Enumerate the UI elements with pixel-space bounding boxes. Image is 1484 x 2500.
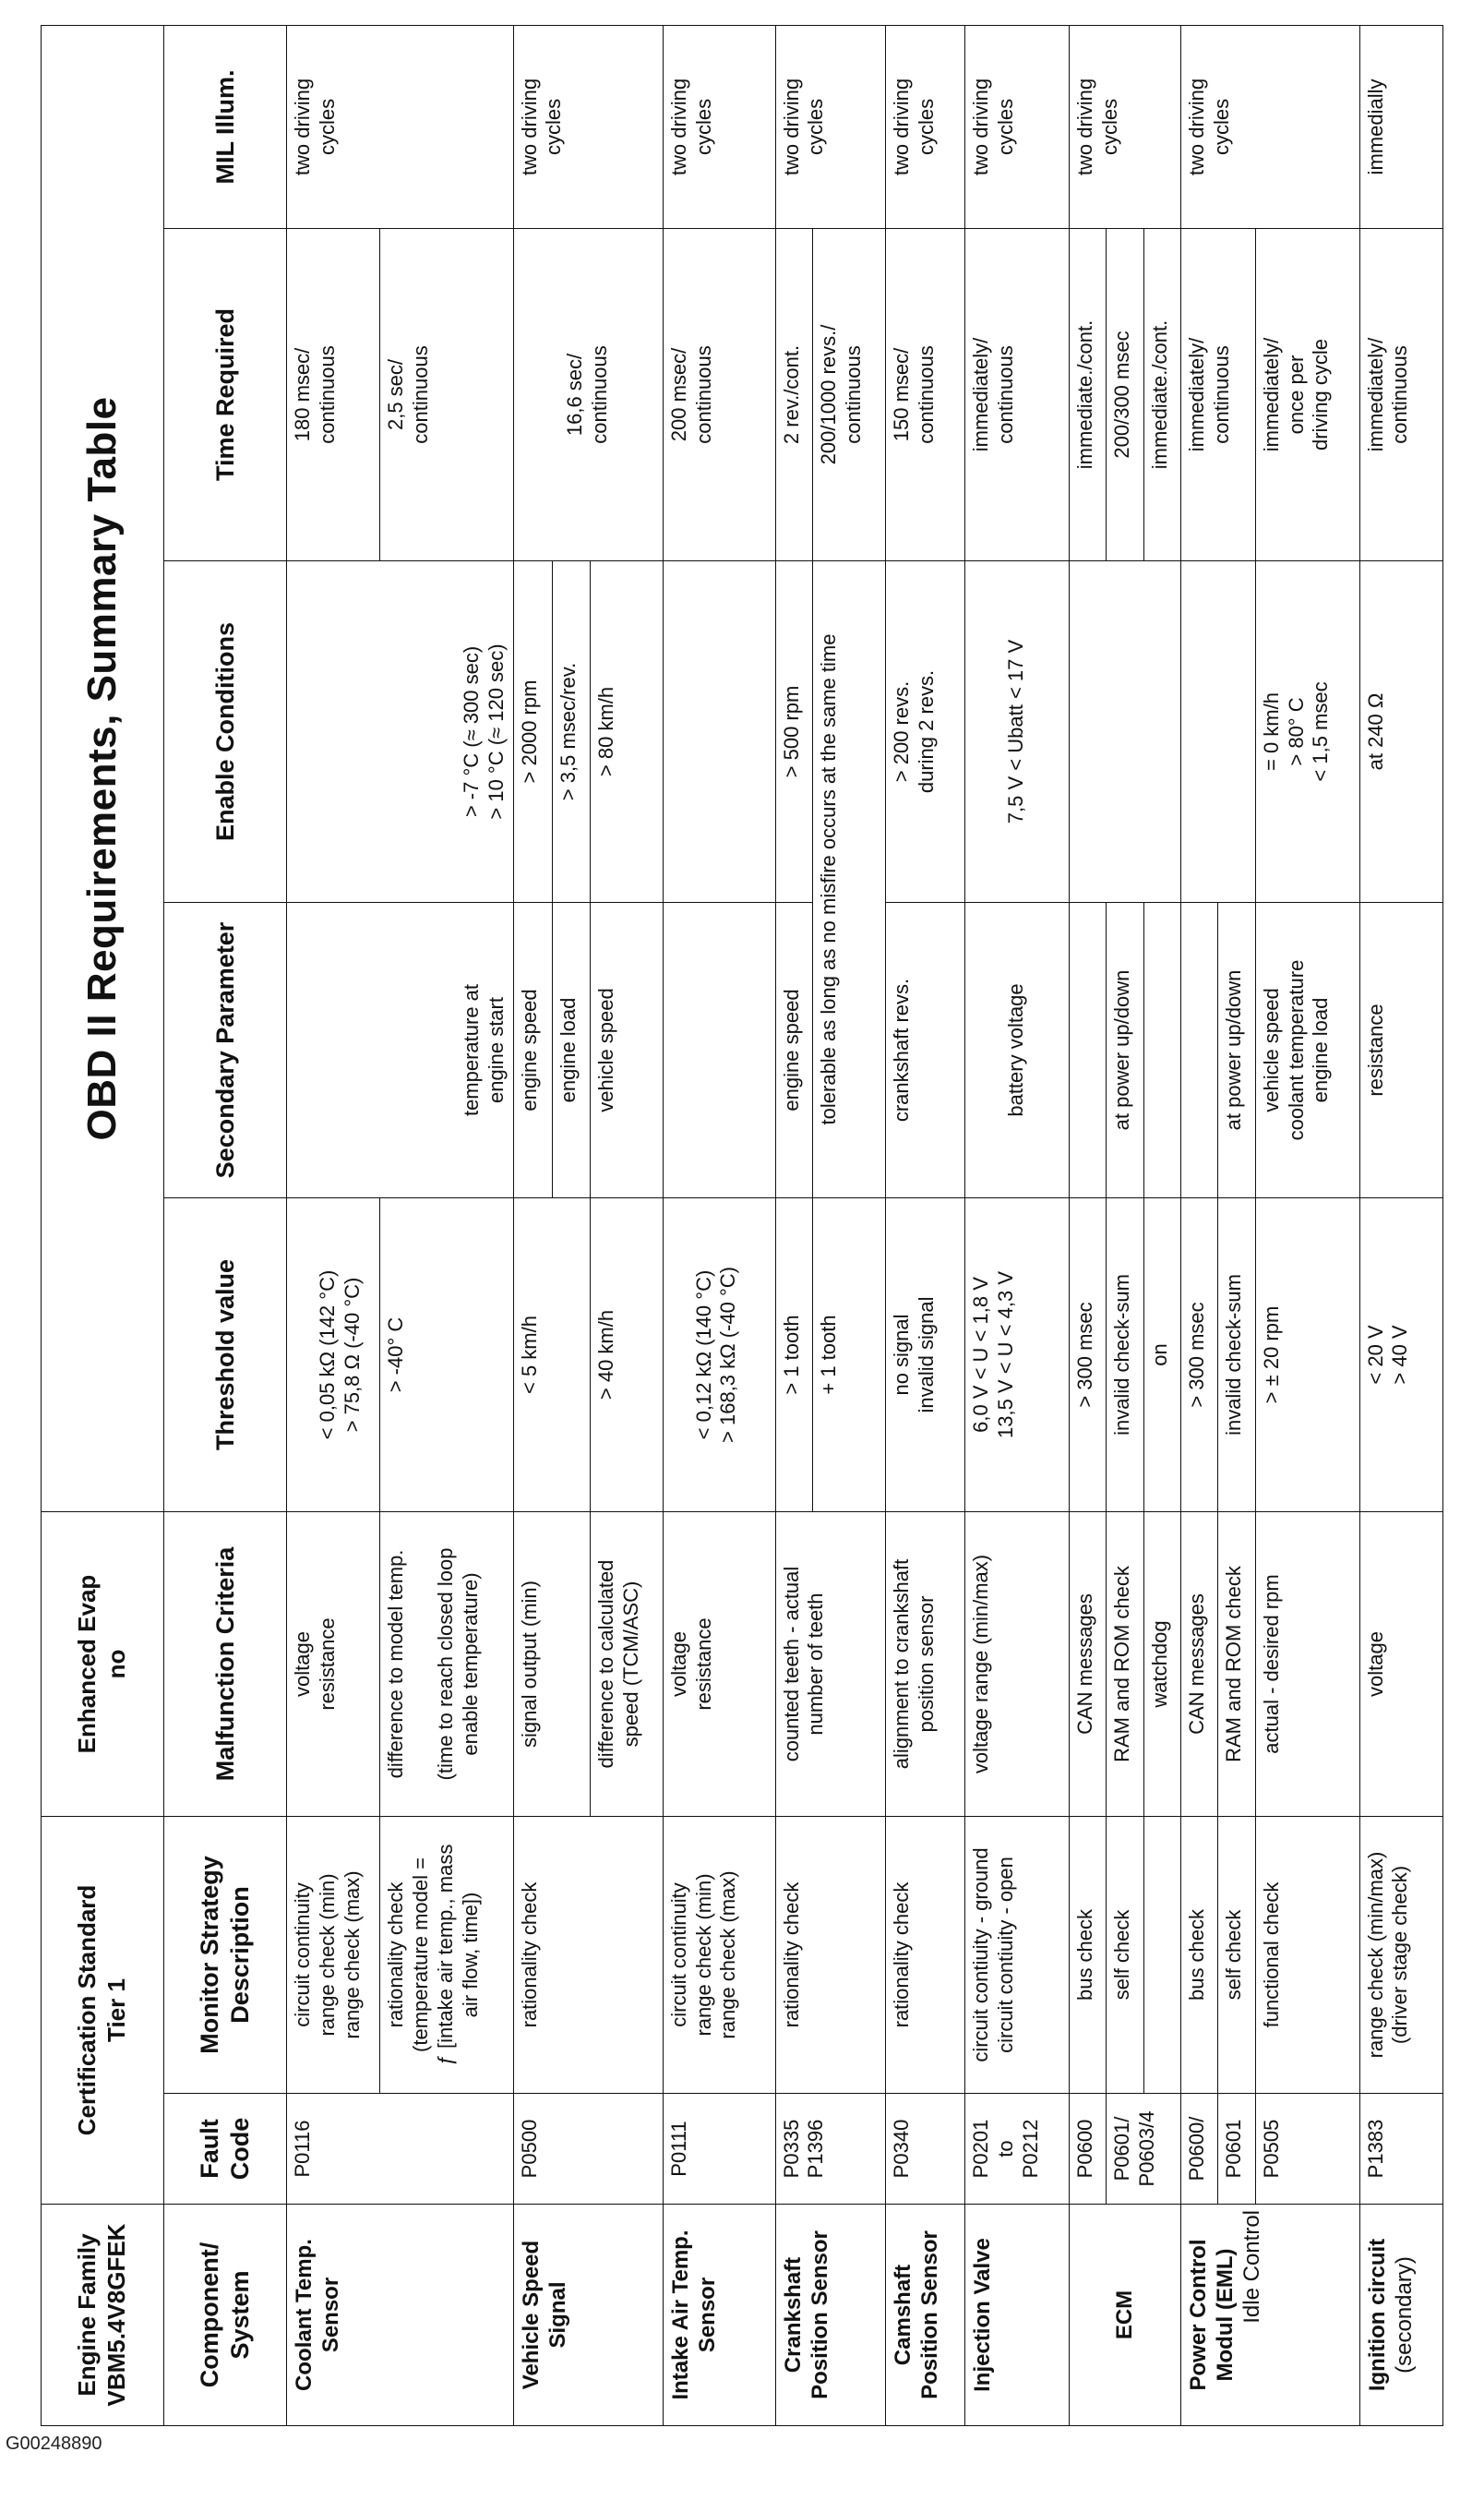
criteria-cell: watchdog — [1143, 1512, 1180, 1817]
fault-code-cell: P1383 — [1359, 2094, 1442, 2205]
rotated-table-container — [41, 26, 1443, 2426]
mil-cell: two driving cycles — [513, 25, 663, 228]
secondary-cell — [1143, 903, 1180, 1198]
threshold-cell: no signal invalid signal — [886, 1198, 965, 1512]
criteria-cell: RAM and ROM check — [1218, 1512, 1255, 1817]
table-row — [1143, 25, 1180, 2425]
time-cell: immediately/ continuous — [964, 229, 1069, 561]
criteria-cell: voltage resistance — [287, 1512, 380, 1817]
secondary-cell: battery voltage — [964, 903, 1069, 1198]
time-cell: 2 rev./cont. — [775, 229, 813, 561]
threshold-cell: < 20 V > 40 V — [1359, 1198, 1442, 1512]
col-enable-conditions: Enable Conditions — [164, 561, 287, 903]
secondary-cell: engine speed — [775, 903, 813, 1198]
fault-code-cell: P0116 — [287, 2094, 513, 2205]
mil-cell: two driving cycles — [287, 25, 513, 228]
criteria-cell: alignment to crankshaft position sensor — [886, 1512, 965, 1817]
strategy-cell: rationality check — [886, 1817, 965, 2094]
fault-code-cell: P0335 P1396 — [775, 2094, 886, 2205]
strategy-cell: functional check — [1255, 1817, 1359, 2094]
threshold-cell: < 0,12 kΩ (140 °C) > 168,3 kΩ (-40 °C) — [663, 1198, 775, 1512]
obd-summary-table — [41, 25, 1443, 2426]
secondary-cell — [1069, 903, 1106, 1198]
strategy-cell: circuit continuity range check (min) range check (max) — [663, 1817, 775, 2094]
strategy-cell: self check — [1107, 1817, 1143, 2094]
time-cell: 150 msec/ continuous — [886, 229, 965, 561]
fault-code-cell: P0201 to P0212 — [964, 2094, 1069, 2205]
table-row — [1180, 25, 1217, 2425]
threshold-cell: > 40 km/h — [590, 1198, 663, 1512]
criteria-cell: CAN messages — [1069, 1512, 1106, 1817]
col-fault-code: Fault Code — [164, 2094, 287, 2205]
strategy-cell — [1143, 1817, 1180, 2094]
threshold-cell: < 5 km/h — [513, 1198, 590, 1512]
enable-cell: > 200 revs. during 2 revs. — [886, 561, 965, 903]
component-cell: Camshaft Position Sensor — [886, 2205, 965, 2426]
criteria-cell: difference to calculated speed (TCM/ASC) — [590, 1512, 663, 1817]
time-cell: immediately/ once per driving cycle — [1255, 229, 1359, 561]
fault-code-cell: P0500 — [513, 2094, 663, 2205]
time-cell: immediately/ continuous — [1180, 229, 1255, 561]
time-cell: immediate./cont. — [1069, 229, 1106, 561]
fault-code-cell: P0600/ — [1180, 2094, 1217, 2205]
table-row — [1107, 25, 1143, 2425]
time-cell: 200/300 msec — [1107, 229, 1143, 561]
threshold-cell: on — [1143, 1198, 1180, 1512]
mil-cell: two driving cycles — [663, 25, 775, 228]
criteria-cell: voltage range (min/max) — [964, 1512, 1069, 1817]
enable-cell: > 2000 rpm — [513, 561, 553, 903]
component-cell: Intake Air Temp. Sensor — [663, 2205, 775, 2426]
threshold-cell: > 1 tooth — [775, 1198, 813, 1512]
fault-code-cell: P0601/ P0603/4 — [1107, 2094, 1181, 2205]
secondary-cell: vehicle speed — [590, 903, 663, 1198]
fault-code-cell: P0505 — [1255, 2094, 1359, 2205]
secondary-cell: at power up/down — [1218, 903, 1255, 1198]
criteria-cell: CAN messages — [1180, 1512, 1217, 1817]
component-cell: Ignition circuit (secondary) — [1359, 2205, 1442, 2426]
table-row — [287, 25, 380, 2425]
threshold-cell: invalid check-sum — [1218, 1198, 1255, 1512]
component-cell: Injection Valve — [964, 2205, 1069, 2426]
mil-cell: two driving cycles — [886, 25, 965, 228]
enable-cell: = 0 km/h > 80° C < 1,5 msec — [1255, 561, 1359, 903]
enable-cell — [1180, 561, 1255, 903]
col-secondary-parameter: Secondary Parameter — [164, 903, 287, 1198]
criteria-cell: voltage — [1359, 1512, 1442, 1817]
secondary-cell: engine speed — [513, 903, 553, 1198]
mil-cell: two driving cycles — [1180, 25, 1359, 228]
component-cell: Crankshaft Position Sensor — [775, 2205, 886, 2426]
table-row — [886, 25, 965, 2425]
enable-cell — [1069, 561, 1180, 903]
secondary-cell — [1180, 903, 1217, 1198]
mil-cell: two driving cycles — [1069, 25, 1180, 228]
mil-cell: two driving cycles — [964, 25, 1069, 228]
threshold-cell: > -40° C — [380, 1198, 513, 1512]
threshold-cell: invalid check-sum — [1107, 1198, 1143, 1512]
enable-cell: > 3,5 msec/rev. — [553, 561, 590, 903]
strategy-cell: range check (min/max) (driver stage check) — [1359, 1817, 1442, 2094]
time-cell: 180 msec/ continuous — [287, 229, 380, 561]
threshold-cell: + 1 tooth — [813, 1198, 886, 1512]
col-mil: MIL Illum. — [164, 25, 287, 228]
table-row — [1255, 25, 1359, 2425]
strategy-cell: bus check — [1069, 1817, 1106, 2094]
criteria-cell: signal output (min) — [513, 1512, 590, 1817]
criteria-cell: counted teeth - actual number of teeth — [775, 1512, 886, 1817]
threshold-cell: < 0,05 kΩ (142 °C) > 75,8 Ω (-40 °C) — [287, 1198, 380, 1512]
fault-code-cell: P0340 — [886, 2094, 965, 2205]
fault-code-cell: P0111 — [663, 2094, 775, 2205]
col-component: Component/ System — [164, 2205, 287, 2426]
time-cell: 200/1000 revs./ continuous — [813, 229, 886, 561]
engine-family-cell: Engine Family VBM5.4V8GFEK — [42, 2205, 164, 2426]
component-cell: Power Control Modul (EML) Idle Control — [1180, 2205, 1359, 2426]
table-row — [964, 25, 1069, 2425]
threshold-cell: 6,0 V < U < 1,8 V 13,5 V < U < 4,3 V — [964, 1198, 1069, 1512]
fault-code-cell: P0601 — [1218, 2094, 1255, 2205]
threshold-cell: > 300 msec — [1069, 1198, 1106, 1512]
table-row — [513, 25, 553, 2425]
strategy-cell: circuit continuity range check (min) range check (max) — [287, 1817, 380, 2094]
mil-cell: immedially — [1359, 25, 1442, 228]
table-row — [663, 25, 775, 2425]
strategy-cell: circuit contiuity - ground circuit contiuity - open — [964, 1817, 1069, 2094]
time-cell: 2,5 sec/ continuous — [380, 229, 513, 561]
component-cell: ECM — [1069, 2205, 1180, 2426]
strategy-cell: bus check — [1180, 1817, 1217, 2094]
enable-cell: > 500 rpm — [775, 561, 813, 903]
secondary-cell: engine load — [553, 903, 590, 1198]
fault-code-cell: P0600 — [1069, 2094, 1106, 2205]
table-row — [1359, 25, 1442, 2425]
table-row — [380, 25, 513, 2425]
enable-cell: > 80 km/h — [590, 561, 663, 903]
col-monitor-strategy: Monitor Strategy Description — [164, 1817, 287, 2094]
secondary-cell: crankshaft revs. — [886, 903, 965, 1198]
time-cell: immediately/ continuous — [1359, 229, 1442, 561]
col-time-required: Time Required — [164, 229, 287, 561]
criteria-cell: RAM and ROM check — [1107, 1512, 1143, 1817]
secondary-cell: resistance — [1359, 903, 1442, 1198]
criteria-cell: actual - desired rpm — [1255, 1512, 1359, 1817]
enable-cell: 7,5 V < Ubatt < 17 V — [964, 561, 1069, 903]
col-threshold: Threshold value — [164, 1198, 287, 1512]
enhanced-evap-cell: Enhanced Evap no — [42, 1512, 164, 1817]
enable-cell: > -7 °C (≈ 300 sec) > 10 °C (≈ 120 sec) — [287, 561, 513, 903]
time-cell: 200 msec/ continuous — [663, 229, 775, 561]
threshold-cell: > ± 20 rpm — [1255, 1198, 1359, 1512]
col-malfunction-criteria: Malfunction Criteria — [164, 1512, 287, 1817]
figure-id: G00248890 — [6, 2434, 102, 2454]
strategy-cell: rationality check — [775, 1817, 886, 2094]
secondary-cell: tolerable as long as no misfire occurs at the same time — [813, 561, 886, 1198]
page-title: OBD II Requirements, Summary Table — [42, 25, 164, 1511]
component-cell: Coolant Temp. Sensor — [287, 2205, 513, 2426]
threshold-cell: > 300 msec — [1180, 1198, 1217, 1512]
strategy-cell: self check — [1218, 1817, 1255, 2094]
criteria-cell: voltage resistance — [663, 1512, 775, 1817]
component-cell: Vehicle Speed Signal — [513, 2205, 663, 2426]
table-row — [775, 25, 813, 2425]
strategy-cell: rationality check (temperature model = ƒ [intake air temp., mass air flow, time]) — [380, 1817, 513, 2094]
time-cell: 16,6 sec/ continuous — [513, 229, 663, 561]
secondary-cell — [663, 903, 775, 1198]
table-row — [1069, 25, 1106, 2425]
criteria-cell: difference to model temp. (time to reach closed loop enable temperature) — [380, 1512, 513, 1817]
secondary-cell: vehicle speed coolant temperature engine load — [1255, 903, 1359, 1198]
mil-cell: two driving cycles — [775, 25, 886, 228]
secondary-cell: temperature at engine start — [287, 903, 513, 1198]
enable-cell — [663, 561, 775, 903]
certification-cell: Certification Standard Tier 1 — [42, 1817, 164, 2205]
time-cell: immediate./cont. — [1143, 229, 1180, 561]
strategy-cell: rationality check — [513, 1817, 663, 2094]
enable-cell: at 240 Ω — [1359, 561, 1442, 903]
secondary-cell: at power up/down — [1107, 903, 1143, 1198]
